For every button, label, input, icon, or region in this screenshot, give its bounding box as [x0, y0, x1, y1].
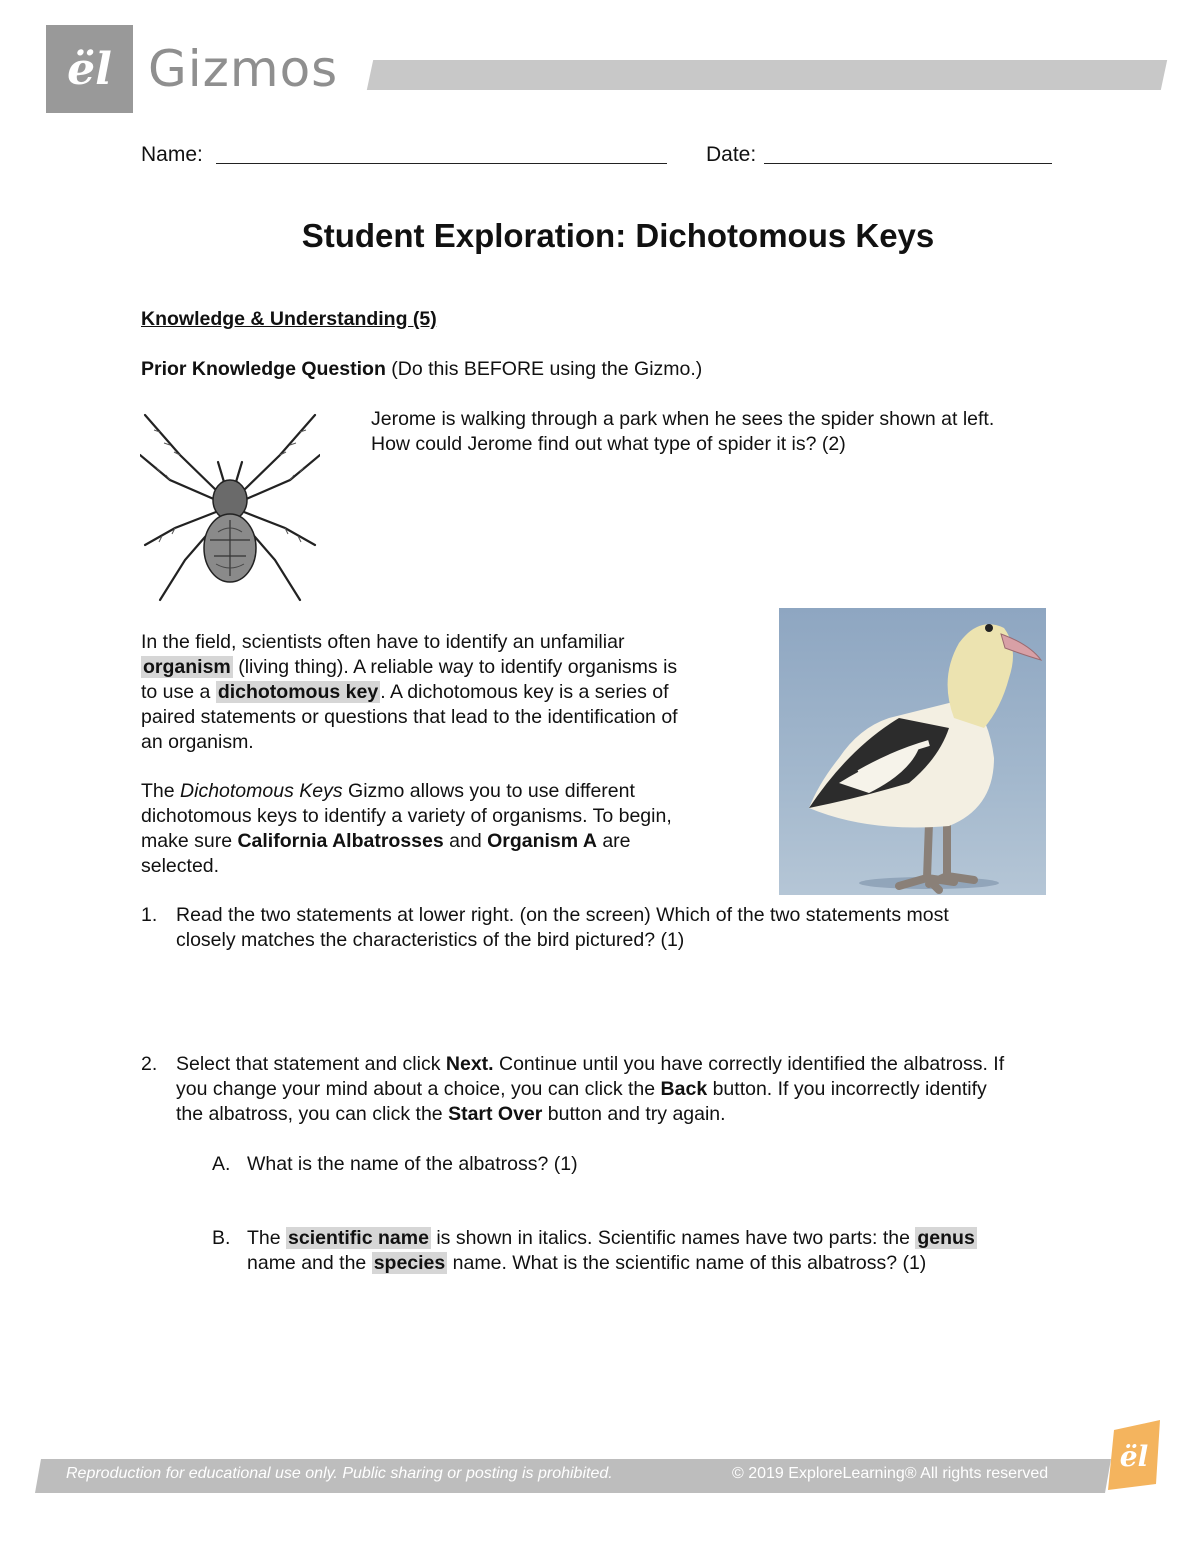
q2b-l2-post: name. What is the scientific name of this albatross? (1) — [447, 1252, 927, 1274]
intro-p2-line2: dichotomous keys to identify a variety of organisms. To begin, — [141, 805, 672, 827]
intro-p1-line2-text: (living thing). A reliable way to identify organisms is — [232, 656, 678, 678]
intro-p1-line3-pre: to use a — [141, 681, 216, 703]
prior-knowledge-note: (Do this BEFORE using the Gizmo.) — [385, 358, 703, 380]
intro-p1-line2 — [141, 655, 677, 680]
prior-question-line1: Jerome is walking through a park when he sees the spider shown at left. — [371, 408, 995, 430]
intro-p2-line1 — [141, 779, 635, 804]
question-2-line1 — [176, 1052, 1004, 1077]
q2-l2-post: button. If you incorrectly identify — [707, 1078, 987, 1100]
question-1-line1: Read the two statements at lower right. (on the screen) Which of the two statements most — [176, 904, 949, 926]
gizmos-logo — [46, 25, 133, 113]
intro-p2-line3 — [141, 829, 631, 854]
q2-l2-pre: you change your mind about a choice, you can click the — [176, 1078, 661, 1100]
back-button-ref: Back — [660, 1078, 708, 1100]
term-species: species — [373, 1252, 446, 1274]
intro-p2-and: and — [443, 830, 488, 852]
q2-l3-post: button and try again. — [542, 1103, 726, 1125]
question-2-line3 — [176, 1102, 726, 1127]
question-2-line2 — [176, 1077, 987, 1102]
footer-copyright: © 2019 ExploreLearning® All rights reserved — [732, 1465, 1049, 1482]
prior-knowledge-label: Prior Knowledge Question — [141, 358, 386, 380]
intro-p1-line4: paired statements or questions that lead to the identification of — [141, 706, 678, 728]
intro-p1-line3 — [141, 680, 669, 705]
footer-logo-glyph: ël — [1119, 1440, 1149, 1473]
selection-organism-a: Organism A — [487, 830, 597, 852]
term-organism: organism — [143, 656, 231, 678]
question-1-number: 1. — [141, 904, 158, 926]
intro-p2-line4: selected. — [141, 855, 220, 877]
intro-p2-pre: The — [141, 780, 181, 802]
q2-l1-pre: Select that statement and click — [176, 1053, 446, 1075]
q2-l1-post: Continue until you have correctly identified the albatross. If — [493, 1053, 1005, 1075]
prior-question-line2: How could Jerome find out what type of spider it is? (2) — [371, 433, 846, 455]
page-title: Student Exploration: Dichotomous Keys — [301, 217, 935, 254]
selection-california-albatrosses: California Albatrosses — [237, 830, 444, 852]
q2b-mid: is shown in italics. Scientific names have two parts: the — [430, 1227, 916, 1249]
gizmo-name: Dichotomous Keys — [180, 780, 343, 802]
question-2b-line2 — [247, 1251, 926, 1276]
logo-glyph: ël — [67, 43, 112, 95]
term-genus: genus — [917, 1227, 975, 1249]
date-label: Date: — [706, 143, 757, 166]
question-1-line2: closely matches the characteristics of the bird pictured? (1) — [176, 929, 685, 951]
intro-p2-line1-post: Gizmo allows you to use different — [342, 780, 635, 802]
prior-knowledge-heading — [141, 357, 702, 382]
q2b-pre: The — [247, 1227, 287, 1249]
intro-p2-line3-post: are — [596, 830, 631, 852]
q2-l3-pre: the albatross, you can click the — [176, 1103, 449, 1125]
date-field[interactable] — [764, 163, 1052, 164]
intro-p1-line3-post: . A dichotomous key is a series of — [380, 681, 669, 703]
albatross-image — [779, 608, 1046, 895]
term-scientific-name: scientific name — [288, 1227, 429, 1249]
header-bar — [367, 60, 1167, 90]
intro-p1-line5: an organism. — [141, 731, 254, 753]
brand-name: Gizmos — [148, 40, 339, 98]
question-2-number: 2. — [141, 1053, 158, 1075]
intro-p1-line1: In the field, scientists often have to identify an unfamiliar — [141, 631, 625, 653]
q2b-l2-pre: name and the — [247, 1252, 372, 1274]
question-2b-label: B. — [212, 1227, 231, 1249]
term-dichotomous-key: dichotomous key — [217, 681, 379, 703]
name-label: Name: — [141, 143, 203, 166]
name-field[interactable] — [216, 163, 667, 164]
question-2a-label: A. — [212, 1153, 231, 1175]
question-2a-text: What is the name of the albatross? (1) — [247, 1153, 578, 1175]
spider-image — [140, 400, 320, 605]
start-over-button-ref: Start Over — [448, 1103, 543, 1125]
question-2b-line1 — [247, 1226, 977, 1251]
explorelearning-logo-icon — [1106, 1420, 1164, 1490]
footer-disclaimer: Reproduction for educational use only. Public sharing or posting is prohibited. — [66, 1465, 613, 1482]
intro-p2-line3-pre: make sure — [141, 830, 238, 852]
section-heading: Knowledge & Understanding (5) — [141, 308, 437, 330]
next-button-ref: Next. — [445, 1053, 494, 1075]
